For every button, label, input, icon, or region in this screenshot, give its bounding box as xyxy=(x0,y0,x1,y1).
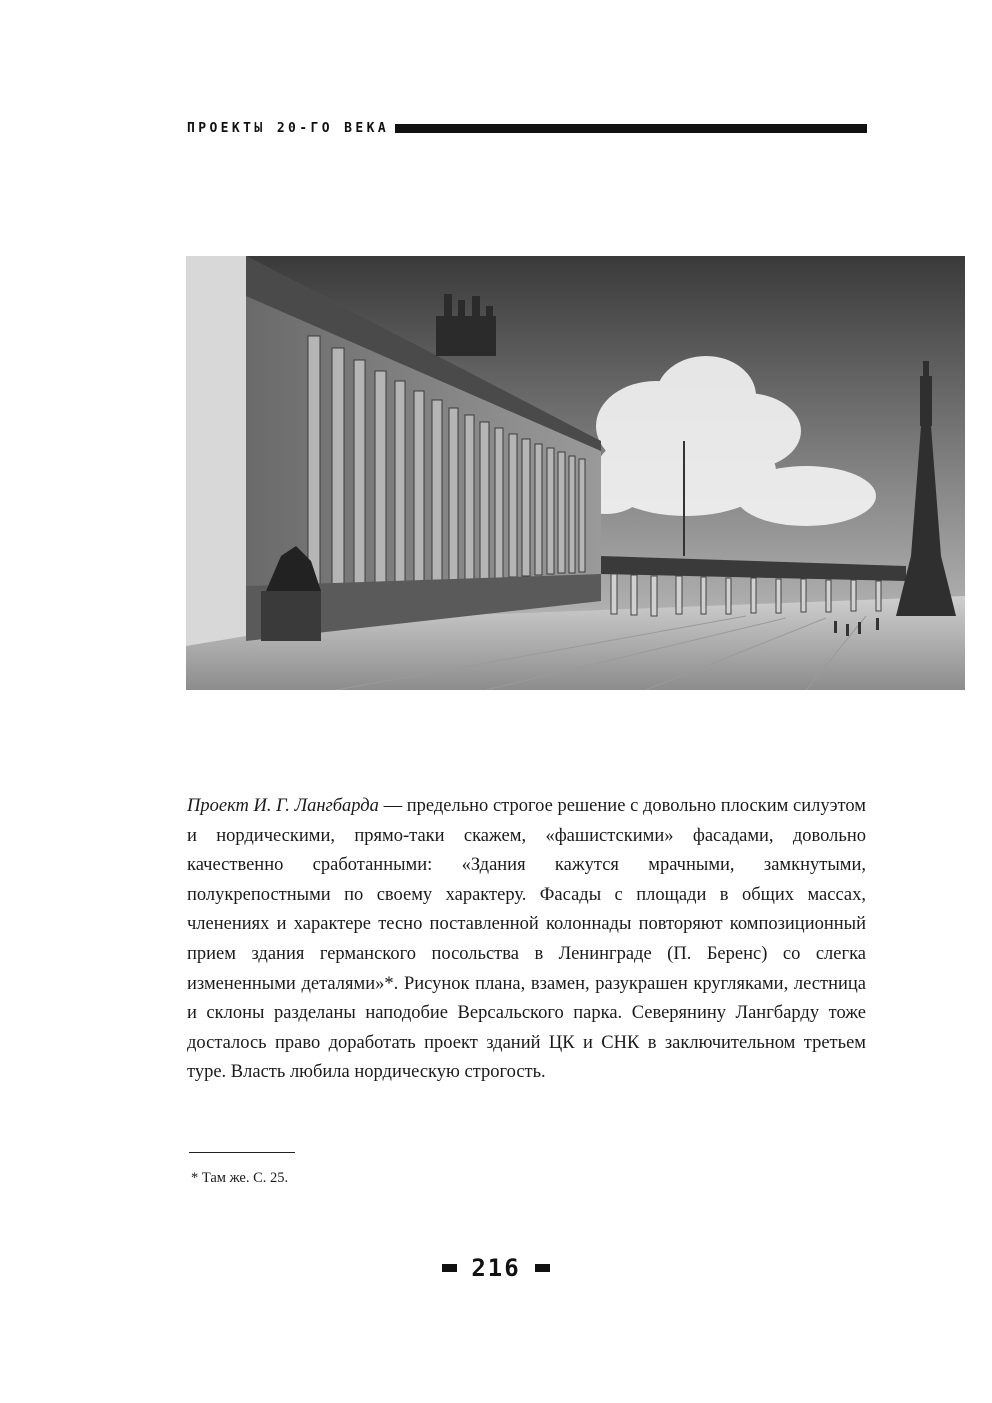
left-wall xyxy=(186,256,246,646)
footnote-rule xyxy=(189,1152,295,1153)
page-number-block xyxy=(0,1254,992,1282)
lead-italic: Проект И. Г. Лангбарда xyxy=(187,796,379,816)
running-header xyxy=(187,118,867,138)
running-title: ПРОЕКТЫ 20-ГО ВЕКА xyxy=(187,120,390,136)
header-rule xyxy=(395,124,867,133)
body-paragraph xyxy=(187,792,866,1088)
page-number-bar-left xyxy=(442,1264,457,1272)
footnote: * Там же. С. 25. xyxy=(191,1170,289,1186)
paragraph-text: — предельно строгое решение с довольно плоским силуэтом и нордическими, прямо-таки скажем, «фашистскими» фасадами, довольно качественно сработанными: «Здания кажутся мрачными, замкнутыми, полукрепостными по своему характеру. Фасады с площади в общих массах, членениях и характере тесно поставленной колоннады повторяют композиционный прием здания германского посольства в Ленинграде (П. Беренс) со слегка измененными деталями»*. Рисунок плана, взамен, разукрашен кругляками, лестница и склоны разделаны наподобие Версальского парка. Северянину Лангбарду тоже досталось право доработать проект зданий ЦК и СНК в заключительном третьем туре. Власть любила нордическую строгость. xyxy=(187,796,866,1083)
illustration-drawing xyxy=(186,256,965,690)
page-number: 216 xyxy=(471,1254,521,1282)
page-number-bar-right xyxy=(535,1264,550,1272)
architectural-illustration xyxy=(186,256,965,690)
